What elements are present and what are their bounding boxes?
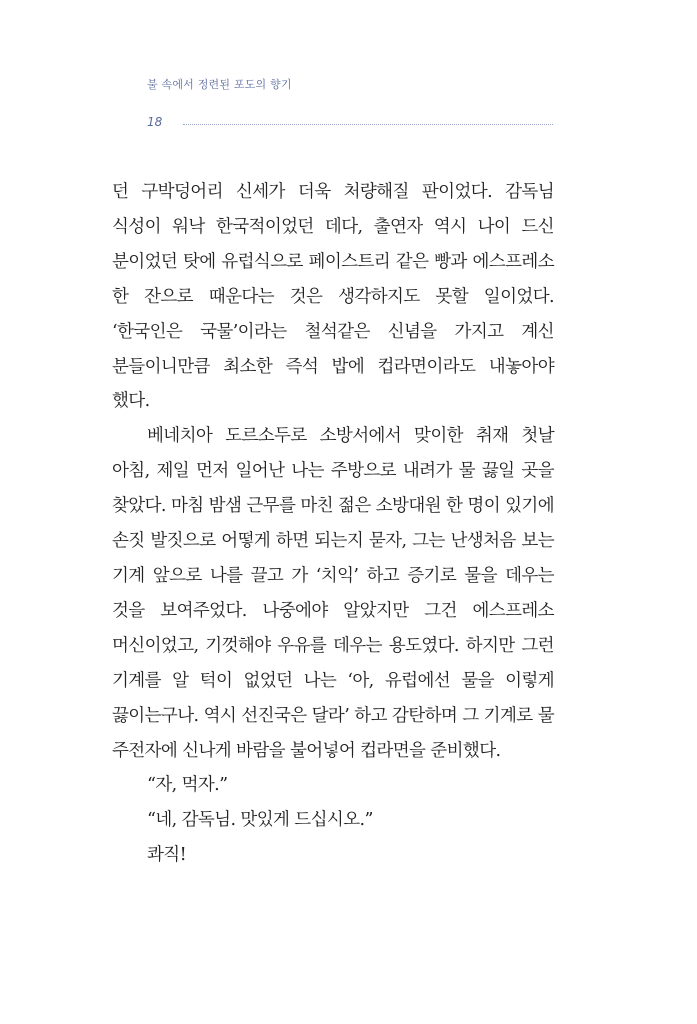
dialogue-line: “네, 감독님. 맛있게 드십시오.” [147,810,373,831]
body-text [112,175,554,873]
paragraph-continued: 던 구박덩어리 신세가 더욱 처량해질 판이었다. 감독님 식성이 워낙 한국적이었던 데다, 출연자 역시 나이 드신 분이었던 탓에 유럽식으로 페이스트리 같은 빵과 에스프레소 한 잔으로 때운다는 것은 생각하지도 못할 일이었다. ‘한국인은 국물’이라는 철석같은 신념을 가지고 계신 분들이니만큼 최소한 즉석 밥에 컵라면이라도 내놓아야 했다. [112,182,554,412]
header-dotted-rule [183,124,553,125]
running-head-title: 불 속에서 정련된 포도의 향기 [147,78,292,91]
paragraph: 베네치아 도르소두로 소방서에서 맞이한 취재 첫날 아침, 제일 먼저 일어난 나는 주방으로 내려가 물 끓일 곳을 찾았다. 마침 밤샘 근무를 마친 젊은 소방대원 한 명이 있기에 손짓 발짓으로 어떻게 하면 되는지 묻자, 그는 난생처음 보는 기계 앞으로 나를 끌고 가 ‘치익’ 하고 증기로 물을 데우는 것을 보여주었다. 나중에야 알았지만 그건 에스프레소 머신이었고, 기껏해야 우유를 데우는 용도였다. 하지만 그런 기계를 알 턱이 없었던 나는 ‘아, 유럽에선 물을 이렇게 끓이는구나. 역시 선진국은 달라’ 하고 감탄하며 그 기계로 물 주전자에 신나게 바람을 불어넣어 컵라면을 준비했다. [112,426,554,761]
page-number: 18 [147,115,163,129]
dialogue-line: “자, 먹자.” [147,775,228,796]
sound-effect-line: 콰직! [147,845,187,866]
